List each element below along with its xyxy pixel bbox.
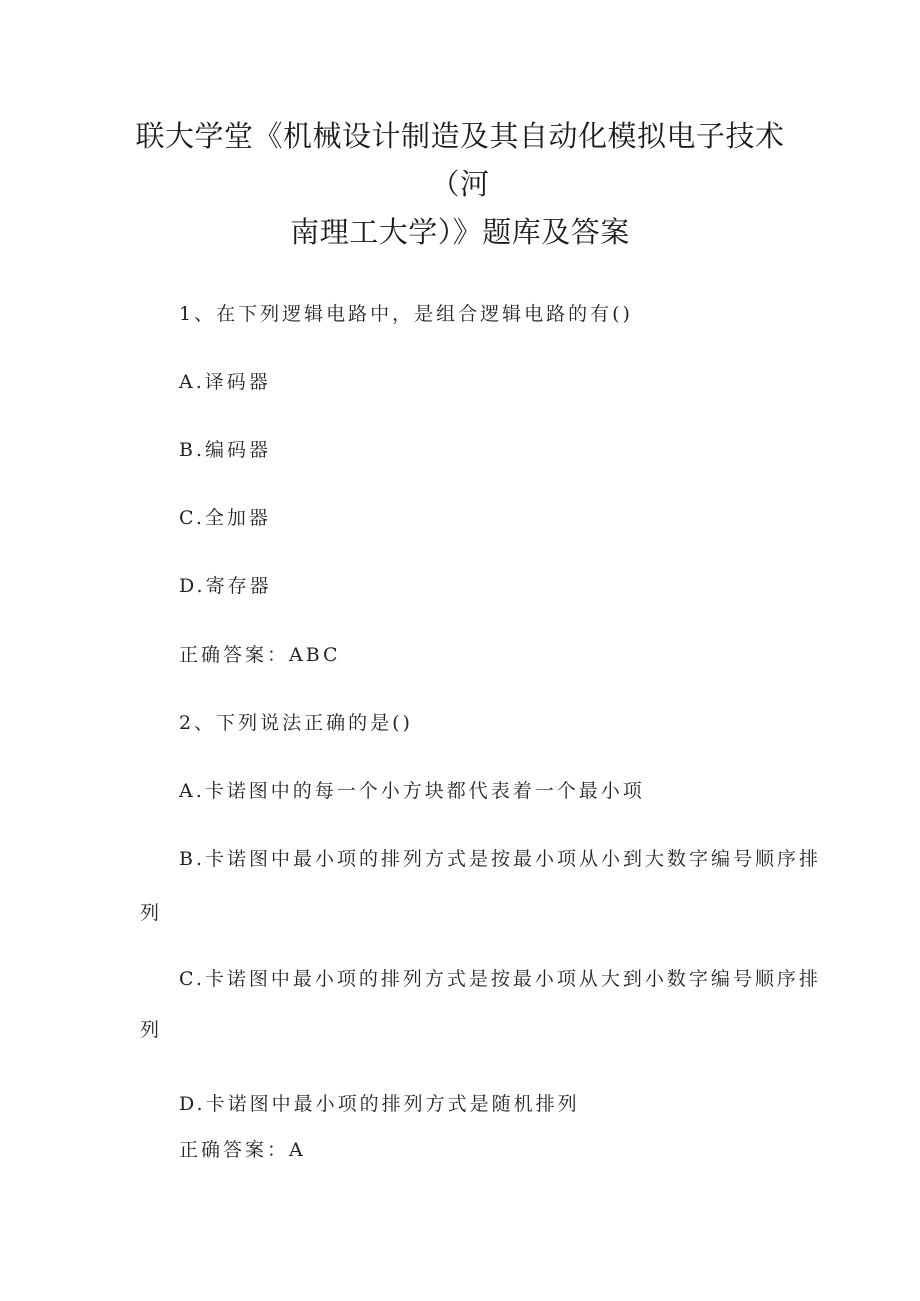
- question-2-option-c-line-1: C.卡诺图中最小项的排列方式是按最小项从大到小数字编号顺序排: [179, 968, 821, 990]
- document-title: [120, 112, 800, 256]
- question-1-option-c: C.全加器: [179, 507, 271, 529]
- question-1-answer: 正确答案：ABC: [179, 644, 341, 666]
- question-2-stem: 2、下列说法正确的是(): [179, 712, 413, 734]
- question-1-option-a: A.译码器: [179, 371, 271, 393]
- question-2-option-a: A.卡诺图中的每一个小方块都代表着一个最小项: [179, 780, 645, 802]
- question-2-option-b-line-1: B.卡诺图中最小项的排列方式是按最小项从小到大数字编号顺序排: [179, 848, 822, 870]
- document-title-line-2: 南理工大学）》题库及答案: [290, 215, 630, 249]
- question-2-option-d: D.卡诺图中最小项的排列方式是随机排列: [179, 1093, 580, 1115]
- question-2-option-c-line-2: 列: [140, 1019, 163, 1041]
- question-1-stem: 1、在下列逻辑电路中，是组合逻辑电路的有(): [179, 303, 633, 325]
- question-2-answer: 正确答案：A: [179, 1139, 306, 1161]
- question-1-option-d: D.寄存器: [179, 575, 272, 597]
- question-2-option-b-line-2: 列: [140, 902, 163, 924]
- question-1-option-b: B.编码器: [179, 439, 272, 461]
- document-title-line-1: 联大学堂《机械设计制造及其自动化模拟电子技术（河: [135, 119, 785, 201]
